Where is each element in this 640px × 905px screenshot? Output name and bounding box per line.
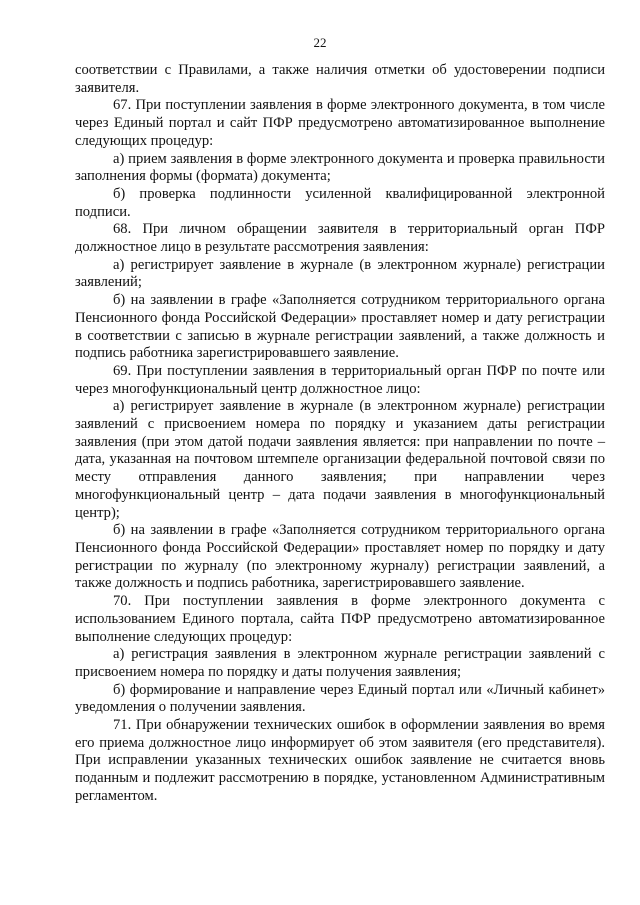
page-number: 22 [313, 35, 327, 50]
paragraph-67-a: а) прием заявления в форме электронного документа и проверка правильности заполнения формы (формата) документа; [75, 150, 605, 185]
paragraph-continuation: соответствии с Правилами, а также наличия отметки об удостоверении подписи заявителя. [75, 62, 605, 96]
paragraph-70-a: а) регистрация заявления в электронном журнале регистрации заявлений с присвоением номера по порядку и даты получения заявления; [75, 646, 605, 680]
paragraph-67-b: б) проверка подлинности усиленной квалифицированной электронной подписи. [75, 185, 605, 220]
paragraph-69-a: а) регистрирует заявление в журнале (в электронном журнале) регистрации заявлений с присвоением номера по порядку и указанием даты регистрации заявления (при этом датой подачи заявления является: при направлении по почте – дата, указанная на почтовом штемпеле организации федеральной почтовой связи по месту отправления данного заявления; при направлении через многофункциональный центр – дата подачи заявления в многофункциональный центр); [75, 398, 605, 521]
paragraph-69-b: б) на заявлении в графе «Заполняется сотрудником территориального органа Пенсионного фонда Российской Федерации» проставляет номер по порядку и дату регистрации по журналу (по электронному журналу) регистрации заявлений, а также должность и подпись работника, зарегистрировавшего заявление. [75, 522, 605, 592]
paragraph-70: 70. При поступлении заявления в форме электронного документа с использованием Единого портала, сайта ПФР предусмотрено автоматизированное выполнение следующих процедур: [75, 593, 605, 645]
paragraph-68: 68. При личном обращении заявителя в территориальный орган ПФР должностное лицо в результате рассмотрения заявления: [75, 221, 605, 256]
paragraph-70-b: б) формирование и направление через Единый портал или «Личный кабинет» уведомления о получении заявления. [75, 681, 605, 716]
document-body [75, 62, 605, 806]
paragraph-68-b: б) на заявлении в графе «Заполняется сотрудником территориального органа Пенсионного фонда Российской Федерации» проставляет номер и дату регистрации в соответствии с записью в журнале регистрации заявлений, а также должность и подпись работника зарегистрировавшего заявление. [75, 292, 605, 362]
paragraph-67: 67. При поступлении заявления в форме электронного документа, в том числе через Единый портал и сайт ПФР предусмотрено автоматизированное выполнение следующих процедур: [75, 97, 605, 149]
paragraph-69: 69. При поступлении заявления в территориальный орган ПФР по почте или через многофункциональный центр должностное лицо: [75, 362, 605, 397]
paragraph-68-a: а) регистрирует заявление в журнале (в электронном журнале) регистрации заявлений; [75, 256, 605, 291]
paragraph-71: 71. При обнаружении технических ошибок в оформлении заявления во время его приема должностное лицо информирует об этом заявителя (его представителя). При исправлении указанных технических ошибок заявление не считается вновь поданным и подлежит рассмотрению в порядке, установленном Административным регламентом. [75, 717, 605, 804]
